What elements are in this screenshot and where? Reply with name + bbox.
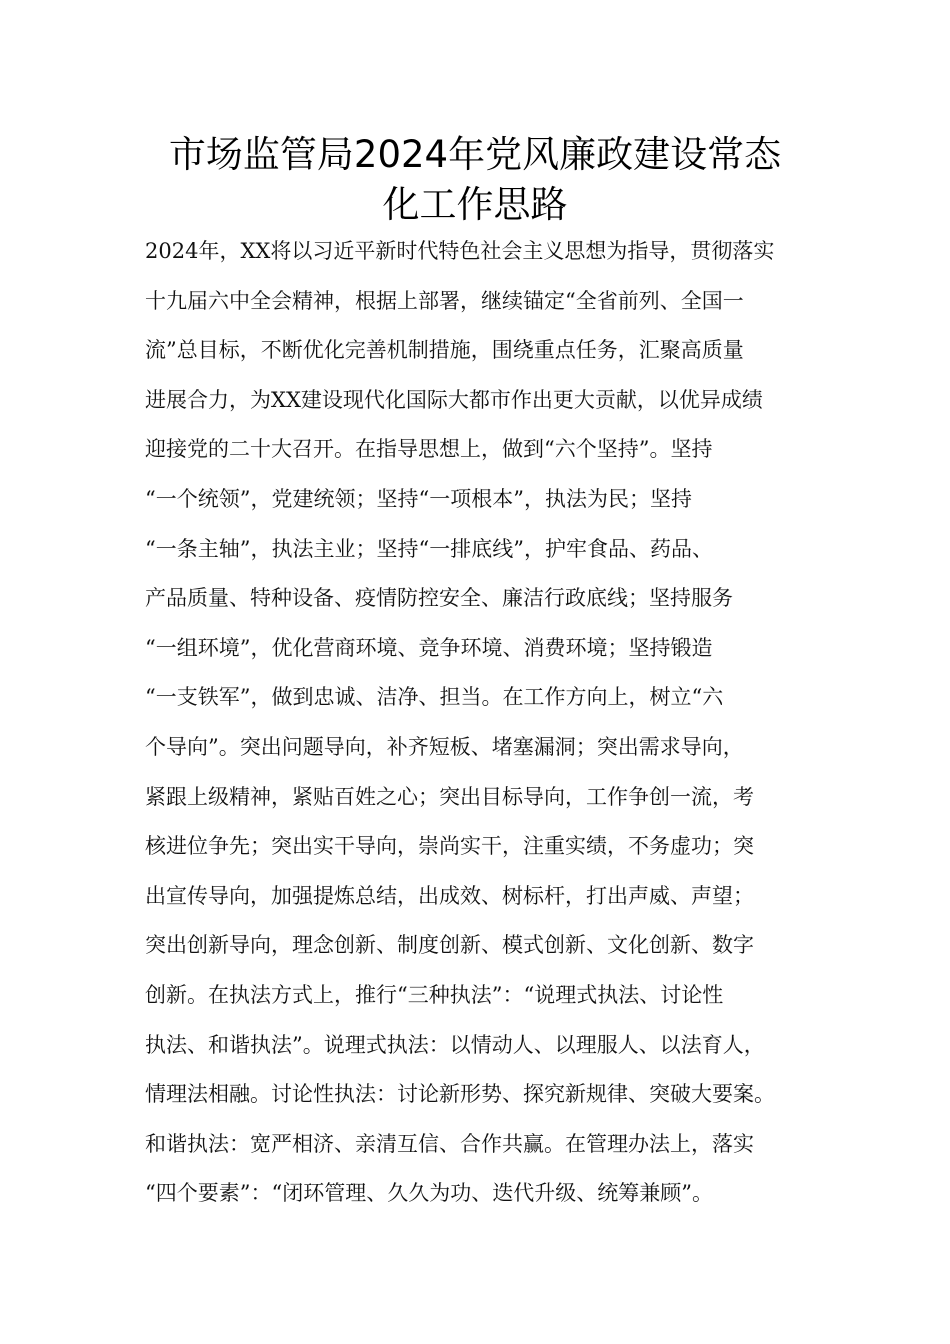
body-line: “一支铁军”，做到忠诚、洁净、担当。在工作方向上，树立“六: [145, 685, 724, 710]
body-line: “四个要素”：“闭环管理、久久为功、迭代升级、统筹兼顾”。: [145, 1181, 713, 1206]
body-line: 出宣传导向，加强提炼总结，出成效、树标杆，打出声威、声望；: [145, 883, 754, 908]
body-line: 流”总目标，不断优化完善机制措施，围绕重点任务，汇聚高质量: [145, 338, 744, 363]
body-line: 突出创新导向，理念创新、制度创新、模式创新、文化创新、数字: [145, 933, 754, 958]
body-line: 情理法相融。讨论性执法：讨论新形势、探究新规律、突破大要案。: [145, 1082, 775, 1107]
body-line: 产品质量、特种设备、疫情防控安全、廉洁行政底线；坚持服务: [145, 586, 733, 611]
body-line: 创新。在执法方式上，推行“三种执法”：“说理式执法、讨论性: [145, 982, 724, 1007]
body-line: 执法、和谐执法”。说理式执法：以情动人、以理服人、以法育人，: [145, 1032, 765, 1057]
body-line: 和谐执法：宽严相济、亲清互信、合作共赢。在管理办法上，落实: [145, 1131, 754, 1156]
body-line: 迎接党的二十大召开。在指导思想上，做到“六个坚持”。坚持: [145, 437, 713, 462]
body-line: 核进位争先；突出实干导向，崇尚实干，注重实绩，不务虚功；突: [145, 834, 754, 859]
body-line: “一组环境”，优化营商环境、竞争环境、消费环境；坚持锻造: [145, 635, 713, 660]
title-line-2: 化工作思路: [382, 183, 568, 226]
body-line: 十九届六中全会精神，根据上部署，继续锚定“全省前列、全国一: [145, 288, 744, 313]
body-line: “一条主轴”，执法主业；坚持“一排底线”，护牢食品、药品、: [145, 536, 713, 561]
body-line: 个导向”。突出问题导向，补齐短板、堵塞漏洞；突出需求导向，: [145, 734, 744, 759]
body-line: 紧跟上级精神，紧贴百姓之心；突出目标导向，工作争创一流，考: [145, 784, 754, 809]
body-line: 2024年，XX将以习近平新时代特色社会主义思想为指导，贯彻落实: [145, 239, 775, 263]
body-line: “一个统领”，党建统领；坚持“一项根本”，执法为民；坚持: [145, 486, 692, 511]
document-title: [80, 130, 870, 230]
document-body: [145, 227, 825, 1219]
body-line: 进展合力，为XX建设现代化国际大都市作出更大贡献，以优异成绩: [145, 387, 763, 412]
title-line-1: 市场监管局2024年党风廉政建设常态: [168, 133, 782, 176]
